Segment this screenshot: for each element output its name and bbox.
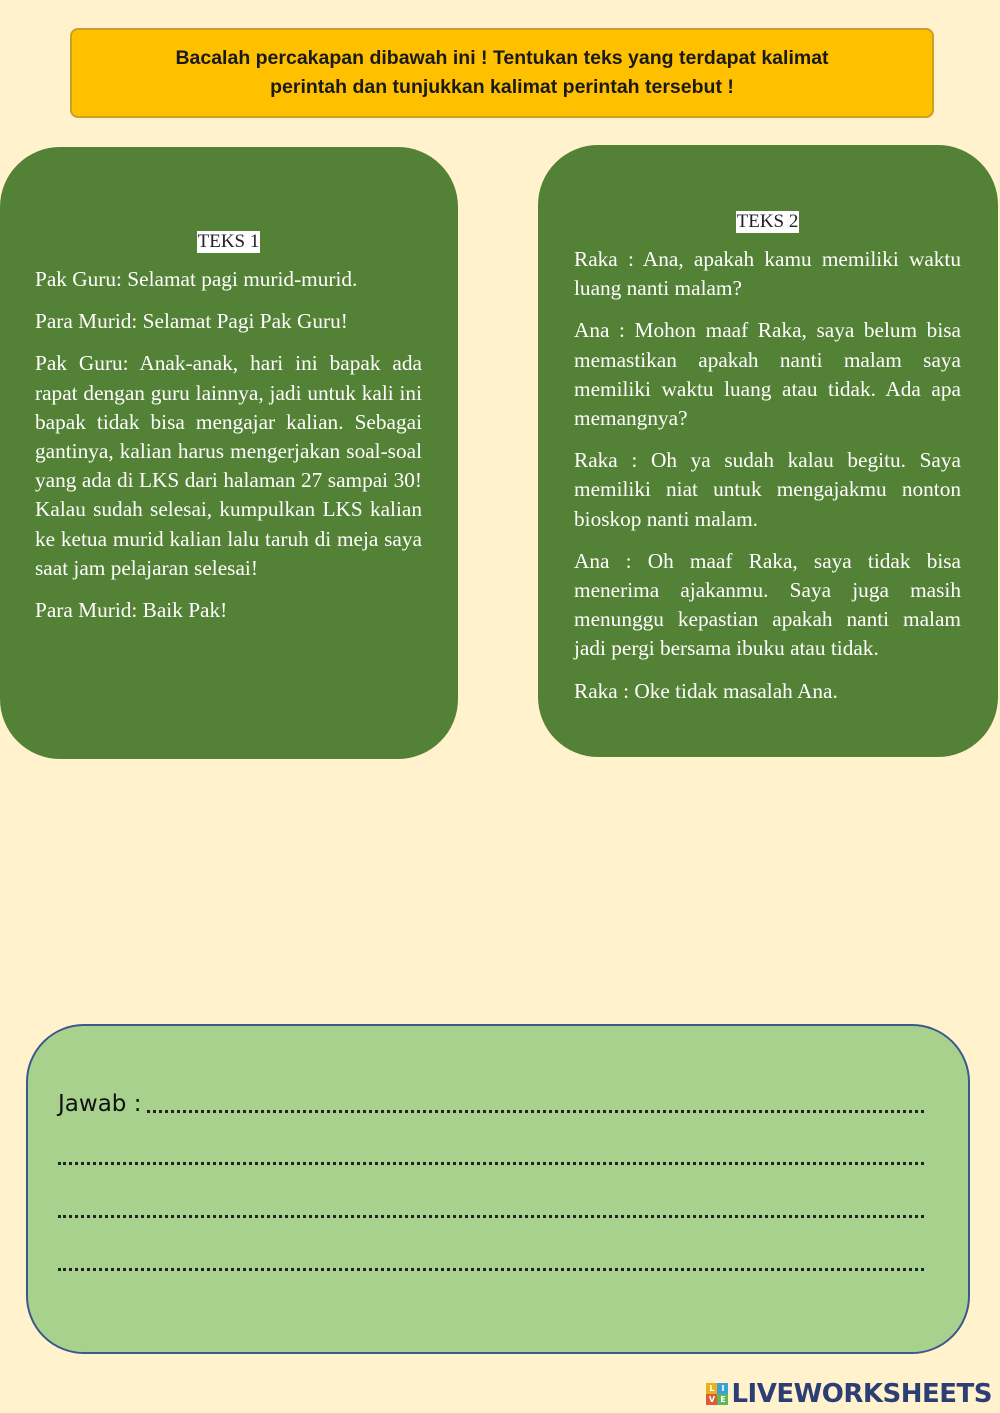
teks1-paragraph: Pak Guru: Selamat pagi murid-murid. xyxy=(35,267,358,291)
teks2-paragraph: Raka : Oke tidak masalah Ana. xyxy=(574,678,838,703)
instruction-line-2: perintah dan tunjukkan kalimat perintah tersebut ! xyxy=(270,76,734,98)
answer-dotted-line[interactable] xyxy=(58,1268,924,1271)
logo-letter: E xyxy=(717,1394,728,1405)
answer-line-1[interactable] xyxy=(58,1092,924,1116)
logo-letter: V xyxy=(706,1394,717,1405)
answer-dotted-line[interactable] xyxy=(147,1110,924,1113)
teks2-paragraph: Raka : Ana, apakah kamu memiliki waktu luang nanti malam? xyxy=(574,247,961,301)
answer-line-4[interactable] xyxy=(58,1250,924,1274)
answer-dotted-line[interactable] xyxy=(58,1162,924,1165)
logo-letter: I xyxy=(717,1383,728,1394)
logo-letter: L xyxy=(706,1383,717,1394)
answer-box xyxy=(26,1024,970,1354)
instruction-banner xyxy=(70,28,934,118)
logo-text: LIVEWORKSHEETS xyxy=(731,1379,992,1409)
teks2-paragraph: Raka : Oh ya sudah kalau begitu. Saya memiliki niat untuk mengajakmu nonton bioskop nanti malam. xyxy=(574,448,961,531)
answer-label: Jawab : xyxy=(58,1091,142,1117)
teks1-paragraph: Pak Guru: Anak-anak, hari ini bapak ada rapat dengan guru lainnya, jadi untuk kali ini bapak tidak bisa mengajar kalian. Sebagai gantinya, kalian harus mengerjakan soal-soal yang ada di LKS dari halaman 27 sampai 30! Kalau sudah selesai, kumpulkan LKS kalian ke ketua murid kalian lalu taruh di meja saya saat jam pelajaran selesai! xyxy=(35,351,422,580)
liveworksheets-logo[interactable] xyxy=(706,1381,992,1407)
text-panel-1 xyxy=(0,147,458,759)
teks2-heading: TEKS 2 xyxy=(736,211,799,232)
teks1-heading: TEKS 1 xyxy=(197,231,260,252)
teks2-paragraph: Ana : Oh maaf Raka, saya tidak bisa menerima ajakanmu. Saya juga masih menunggu kepastian apakah nanti malam jadi pergi bersama ibuku atau tidak. xyxy=(574,548,961,661)
panel-heading xyxy=(574,211,961,235)
teks2-paragraph: Ana : Mohon maaf Raka, saya belum bisa memastikan apakah nanti malam saya memiliki waktu luang atau tidak. Ada apa memangnya? xyxy=(574,318,961,431)
instruction-line-1: Bacalah percakapan dibawah ini ! Tentukan teks yang terdapat kalimat xyxy=(175,47,829,69)
answer-dotted-line[interactable] xyxy=(58,1215,924,1218)
teks1-paragraph: Para Murid: Selamat Pagi Pak Guru! xyxy=(35,309,348,334)
panel-heading xyxy=(35,231,422,255)
answer-line-2[interactable] xyxy=(58,1144,924,1168)
liveworksheets-logo-icon xyxy=(706,1383,728,1405)
teks1-paragraph: Para Murid: Baik Pak! xyxy=(35,598,228,623)
instruction-text xyxy=(175,44,828,102)
answer-line-3[interactable] xyxy=(58,1197,924,1221)
text-panel-2 xyxy=(538,145,998,757)
